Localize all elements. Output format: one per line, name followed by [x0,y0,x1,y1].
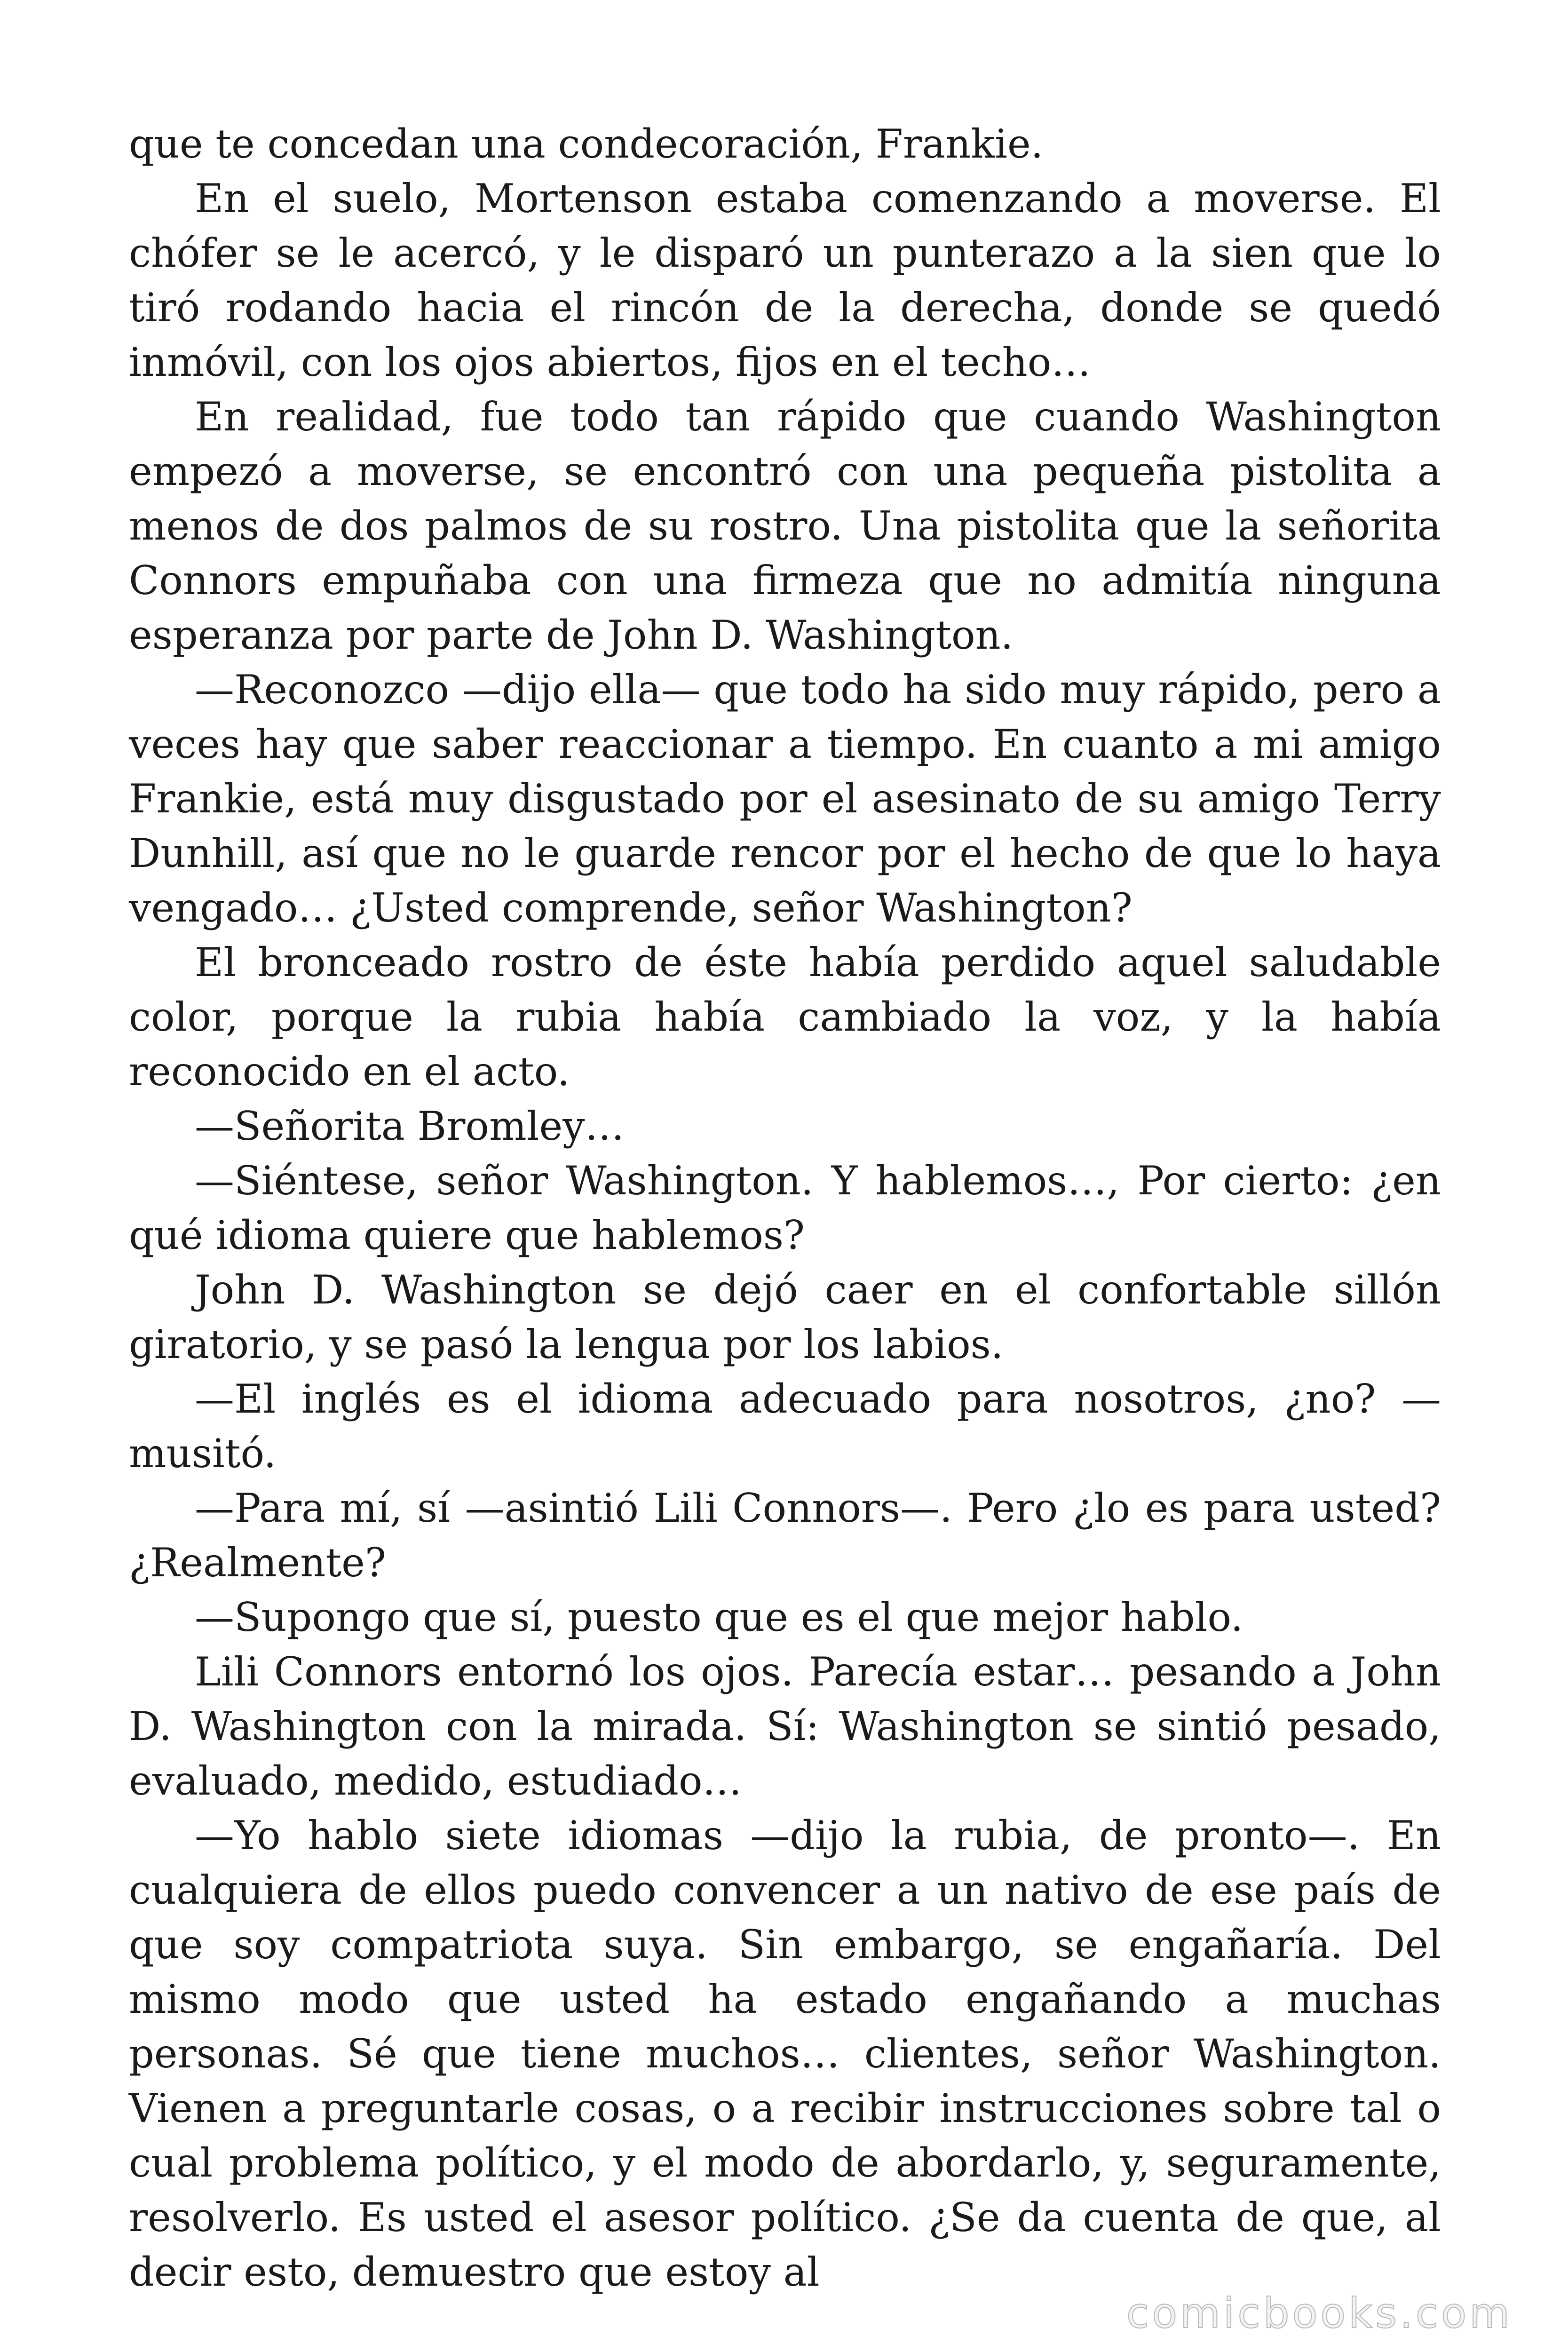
paragraph: —Yo hablo siete idiomas —dijo la rubia, de pronto—. En cualquiera de ellos puedo convencer a un nativo de ese país de que soy compatriota suya. Sin embargo, se engañaría. Del mismo modo que usted ha estado engañando a muchas personas. Sé que tiene muchos… clientes, señor Washington. Vienen a preguntarle cosas, o a recibir instrucciones sobre tal o cual problema político, y el modo de abordarlo, y, seguramente, resolverlo. Es usted el asesor político. ¿Se da cuenta de que, al decir esto, demuestro que estoy al [129,1812,1441,2295]
paragraph: John D. Washington se dejó caer en el confortable sillón giratorio, y se pasó la lengua por los labios. [129,1267,1441,1367]
paragraph: —El inglés es el idioma adecuado para nosotros, ¿no? —musitó. [129,1376,1441,1477]
watermark: comicbooks.com [1126,2289,1513,2337]
page-text [129,117,1441,2299]
paragraph: En el suelo, Mortenson estaba comenzando a moverse. El chófer se le acercó, y le disparó un punterazo a la sien que lo tiró rodando hacia el rincón de la derecha, donde se quedó inmóvil, con los ojos abiertos, fijos en el techo… [129,175,1441,385]
paragraph: —Supongo que sí, puesto que es el que mejor hablo. [195,1594,1243,1640]
paragraph: —Reconozco —dijo ella— que todo ha sido muy rápido, pero a veces hay que saber reaccionar a tiempo. En cuanto a mi amigo Frankie, está muy disgustado por el asesinato de su amigo Terry Dunhill, así que no le guarde rencor por el hecho de que lo haya vengado… ¿Usted comprende, señor Washington? [129,667,1441,931]
paragraph: que te concedan una condecoración, Frankie. [129,121,1044,167]
paragraph: —Para mí, sí —asintió Lili Connors—. Pero ¿lo es para usted? ¿Realmente? [129,1485,1441,1586]
paragraph: —Señorita Bromley… [195,1103,625,1149]
paragraph: —Siéntese, señor Washington. Y hablemos…, Por cierto: ¿en qué idioma quiere que hablemos? [129,1158,1441,1258]
paragraph: El bronceado rostro de éste había perdido aquel saludable color, porque la rubia había cambiado la voz, y la había reconocido en el acto. [129,939,1441,1095]
paragraph: Lili Connors entornó los ojos. Parecía estar… pesando a John D. Washington con la mirada. Sí: Washington se sintió pesado, evaluado, medido, estudiado… [129,1649,1441,1804]
paragraph: En realidad, fue todo tan rápido que cuando Washington empezó a moverse, se encontró con una pequeña pistolita a menos de dos palmos de su rostro. Una pistolita que la señorita Connors empuñaba con una firmeza que no admitía ninguna esperanza por parte de John D. Washington. [129,394,1441,658]
